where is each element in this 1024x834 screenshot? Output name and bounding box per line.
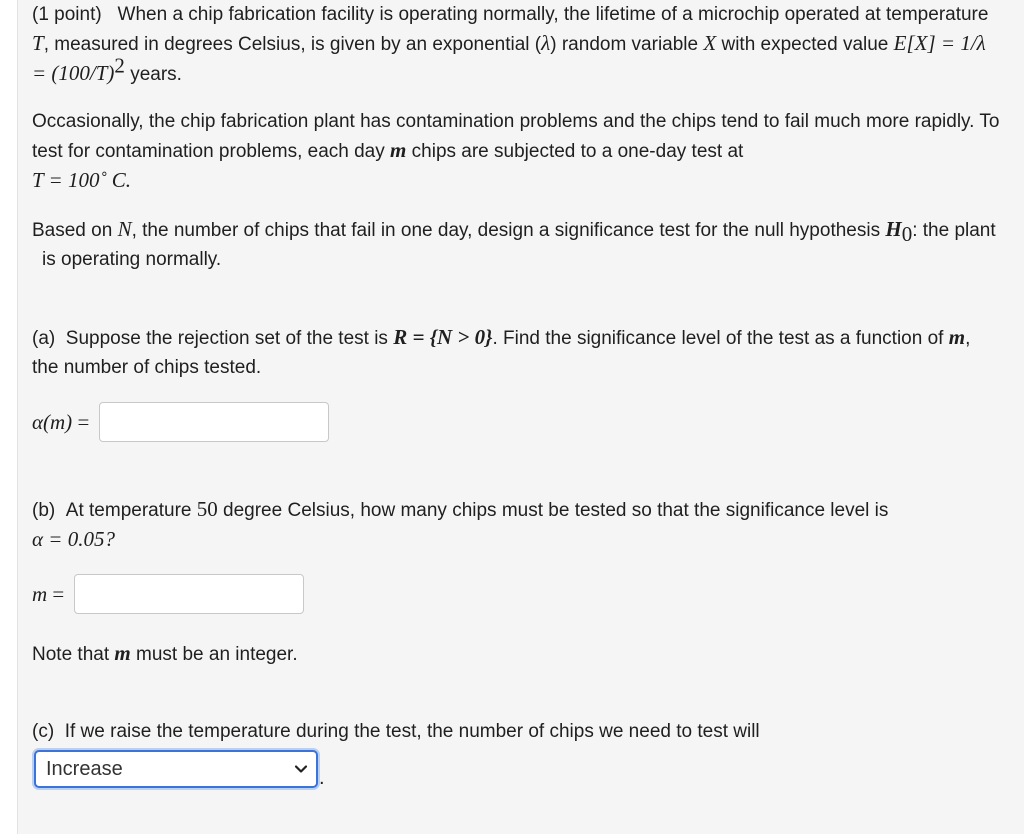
problem-panel bbox=[17, 0, 1024, 834]
var-X: X bbox=[703, 31, 717, 55]
contamination-text-2: chips are subjected to a one-day test at bbox=[406, 141, 744, 162]
contamination-paragraph bbox=[32, 107, 1002, 196]
hypothesis-paragraph bbox=[32, 215, 1012, 274]
trailing-period: . bbox=[319, 767, 325, 789]
part-a-text-1: Suppose the rejection set of the test is bbox=[65, 328, 394, 349]
part-c-label: (c) bbox=[32, 721, 55, 742]
part-a-answer-row bbox=[32, 402, 329, 442]
hypothesis-text-1: Based on bbox=[32, 220, 118, 241]
var-lambda: λ bbox=[541, 31, 551, 55]
part-c-answer-row bbox=[34, 750, 325, 788]
problem-intro bbox=[32, 0, 1002, 89]
chevron-down-icon bbox=[294, 755, 308, 784]
alpha-m-equals: = bbox=[72, 409, 90, 434]
part-b-answer-row bbox=[32, 574, 304, 614]
temperature-value: 50 bbox=[196, 497, 218, 521]
part-b-text-2: degree Celsius, how many chips must be tested so that the significance level is bbox=[217, 500, 889, 521]
test-temperature-formula: T = 100˚ C. bbox=[32, 168, 131, 192]
m-equals: = bbox=[47, 581, 65, 606]
expected-value-formula: E[X] = 1/λ = (100/T) bbox=[32, 31, 986, 85]
hypothesis-text-2: , the number of chips that fail in one day, design a significance test for the null hypothesis bbox=[131, 220, 886, 241]
part-a-text-3: , the number of chips tested. bbox=[32, 328, 971, 378]
intro-text-2: , measured in degrees Celsius, is given by an exponential ( bbox=[43, 34, 542, 55]
part-a-label: (a) bbox=[32, 328, 56, 349]
part-c-dropdown[interactable] bbox=[34, 750, 318, 788]
rejection-set-formula: R = {N > 0} bbox=[393, 325, 493, 349]
part-a-question bbox=[32, 323, 1002, 382]
intro-text-5: years. bbox=[124, 64, 182, 85]
note-text-2: must be an integer. bbox=[130, 644, 298, 665]
part-a-text-2: . Find the significance level of the test as a function of bbox=[492, 328, 949, 349]
hypothesis-text-3: : the plant is operating normally. bbox=[42, 220, 996, 270]
alpha-m-answer-input[interactable] bbox=[99, 402, 329, 442]
dropdown-selected-value: Increase bbox=[46, 757, 123, 780]
intro-text-3: ) random variable bbox=[550, 34, 704, 55]
var-H: H bbox=[885, 217, 902, 241]
contamination-text-1: Occasionally, the chip fabrication plant has contamination problems and the chips tend to fail much more rapidly. To test for contamination problems, each day bbox=[32, 111, 1000, 162]
var-m: m bbox=[948, 325, 966, 349]
part-b-question bbox=[32, 495, 1002, 555]
m-symbol: m bbox=[32, 581, 48, 606]
intro-text-4: with expected value bbox=[716, 34, 894, 55]
part-c-text: If we raise the temperature during the test, the number of chips we need to test will bbox=[64, 721, 760, 742]
part-b-label: (b) bbox=[32, 500, 56, 521]
var-N: N bbox=[117, 217, 132, 241]
var-m: m bbox=[390, 138, 407, 162]
points-label: (1 point) bbox=[32, 4, 102, 25]
integer-note bbox=[32, 639, 1002, 669]
var-H-subscript: 0 bbox=[901, 221, 913, 246]
alpha-target-formula: α = 0.05? bbox=[32, 527, 115, 551]
intro-text-1: When a chip fabrication facility is operating normally, the lifetime of a microchip operated at temperature bbox=[117, 4, 989, 25]
var-m: m bbox=[114, 641, 131, 665]
var-T: T bbox=[32, 31, 44, 55]
m-answer-input[interactable] bbox=[74, 574, 304, 614]
alpha-m-symbol: α(m) bbox=[32, 409, 73, 434]
part-b-text-1: At temperature bbox=[65, 500, 197, 521]
alpha-m-label bbox=[32, 408, 89, 437]
m-label bbox=[32, 580, 64, 609]
formula-exponent: 2 bbox=[114, 53, 125, 78]
note-text-1: Note that bbox=[32, 644, 115, 665]
part-c-question bbox=[32, 717, 1002, 746]
